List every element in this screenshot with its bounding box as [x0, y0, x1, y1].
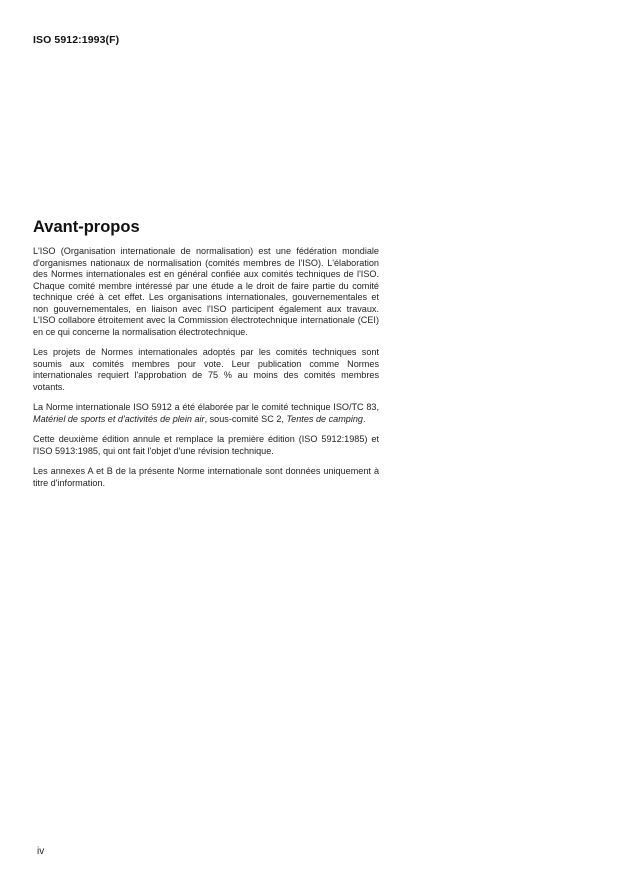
section-body: [33, 246, 379, 498]
paragraph-edition: Cette deuxième édition annule et remplace la première édition (ISO 5912:1985) et l'ISO 5913:1985, qui ont fait l'objet d'une révision technique.: [33, 434, 379, 456]
paragraph-iso-intro: L'ISO (Organisation internationale de normalisation) est une fédération mondiale d'organismes nationaux de normalisation (comités membres de l'ISO). L'élaboration des Normes internationales est en général confiée aux comités techniques de l'ISO. Chaque comité membre intéressé par une étude a le droit de faire partie du comité technique créé à cet effet. Les organisations internationales, gouvernementales et non gouvernementales, en liaison avec l'ISO participent également aux travaux. L'ISO collabore étroitement avec la Commission électrotechnique internationale (CEI) en ce qui concerne la normalisation électrotechnique.: [33, 246, 379, 337]
committee-name: Matériel de sports et d'activités de plein air: [33, 413, 205, 424]
document-code: ISO 5912:1993(F): [33, 34, 120, 46]
committee-text-2: , sous-comité SC 2,: [204, 413, 287, 424]
committee-text-3: .: [362, 413, 366, 424]
paragraph-committee: [33, 402, 379, 425]
paragraph-annexes: Les annexes A et B de la présente Norme internationale sont données uniquement à titre d'information.: [33, 466, 379, 488]
subcommittee-name: Tentes de camping: [286, 413, 363, 424]
page-number: iv: [37, 846, 45, 857]
section-title: Avant-propos: [33, 218, 140, 236]
committee-text-1: La Norme internationale ISO 5912 a été élaborée par le comité technique ISO/TC 83,: [33, 402, 379, 412]
paragraph-voting: Les projets de Normes internationales adoptés par les comités techniques sont soumis aux comités membres pour vote. Leur publication comme Normes internationales requiert l'approbation de 75 % au moins des comités membres votants.: [33, 347, 379, 392]
